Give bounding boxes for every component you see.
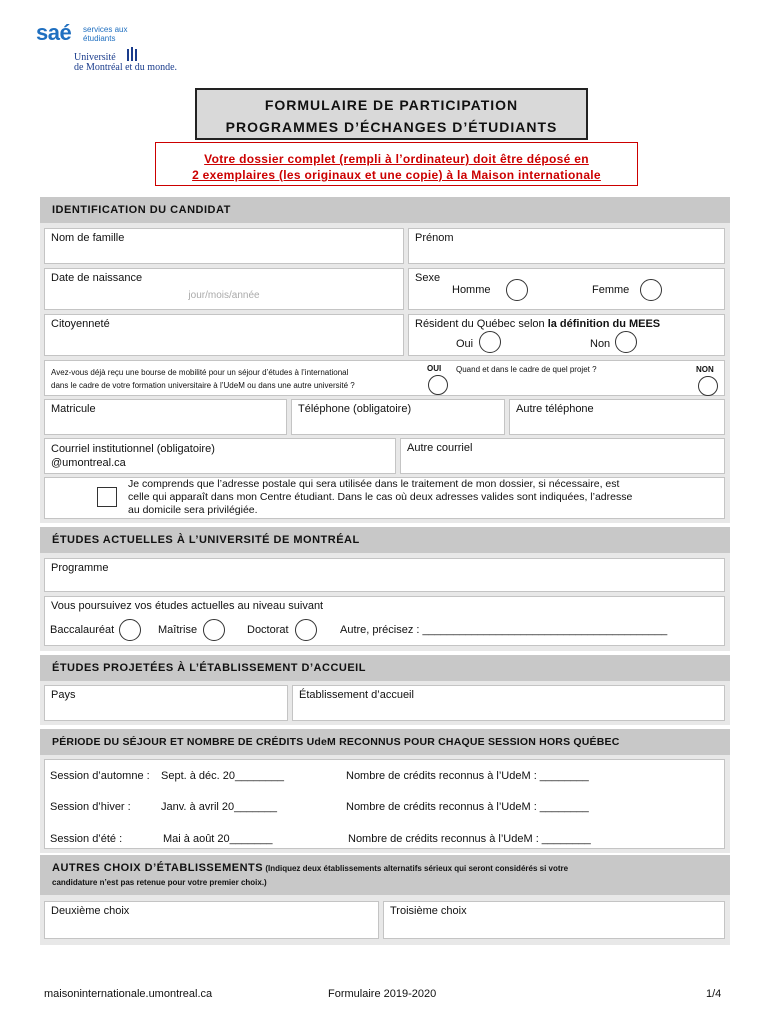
section-period-header: PÉRIODE DU SÉJOUR ET NOMBRE DE CRÉDITS UdeM RECONNUS POUR CHAQUE SESSION HORS QUÉBEC <box>40 729 730 755</box>
other-choices-note2: candidature n’est pas retenue pour votre premier choix.) <box>52 878 267 887</box>
notice-line2: 2 exemplaires (les originaux et une copie) à la Maison internationale <box>192 168 601 182</box>
address-checkbox[interactable] <box>97 487 117 507</box>
female-radio[interactable] <box>640 279 662 301</box>
address-line1: Je comprends que l’adresse postale qui sera utilisée dans le traitement de mon dossier, si nécessaire, est <box>128 478 620 490</box>
resident-no-label: Non <box>590 338 611 350</box>
footer-website: maisoninternationale.umontreal.ca <box>44 988 213 1000</box>
winter-dates-field[interactable]: Janv. à avril 20_______ <box>161 801 277 813</box>
grant-question-line2: dans le cadre de votre formation universitaire à l’UdeM ou dans une autre université ? <box>51 381 355 390</box>
address-line2: celle qui apparaît dans mon Centre étudiant. Dans le cas où deux adresses valides sont indiquées, l’adresse <box>128 491 633 503</box>
logo-university <box>74 53 177 73</box>
other-email-label: Autre courriel <box>407 442 473 454</box>
country-field[interactable] <box>44 685 288 721</box>
grant-when-label: Quand et dans le cadre de quel projet ? <box>456 365 597 374</box>
logo-sub-text: services aux étudiants <box>83 25 128 43</box>
program-field[interactable] <box>44 558 725 592</box>
other-choices-title: AUTRES CHOIX D’ÉTABLISSEMENTS <box>52 862 264 874</box>
winter-session-label: Session d’hiver : <box>50 801 131 813</box>
institutional-email-field[interactable] <box>44 438 396 474</box>
doctorate-label: Doctorat <box>247 624 289 636</box>
citizenship-field[interactable] <box>44 314 404 356</box>
last-name-field[interactable] <box>44 228 404 264</box>
study-level-label: Vous poursuivez vos études actuelles au niveau suivant <box>51 600 324 612</box>
resident-label: Résident du Québec selon <box>415 318 548 330</box>
institutional-email-label: Courriel institutionnel (obligatoire) <box>51 443 215 455</box>
female-label: Femme <box>592 284 630 296</box>
citizenship-label: Citoyenneté <box>51 318 110 330</box>
notice-line1: Votre dossier complet (rempli à l’ordinateur) doit être déposé en <box>204 152 589 166</box>
first-name-field[interactable] <box>408 228 725 264</box>
male-label: Homme <box>452 284 491 296</box>
study-level-field <box>44 596 725 646</box>
phone-field[interactable] <box>291 399 505 435</box>
birth-date-placeholder: jour/mois/année <box>188 290 260 301</box>
grant-yes-radio[interactable] <box>428 375 448 395</box>
second-choice-label: Deuxième choix <box>51 905 130 917</box>
section-host-studies-header: ÉTUDES PROJETÉES À L’ÉTABLISSEMENT D’ACCUEIL <box>40 655 730 681</box>
resident-definition: la définition du MEES <box>547 318 661 330</box>
section-current-studies-header: ÉTUDES ACTUELLES À L’UNIVERSITÉ DE MONTRÉAL <box>40 527 730 553</box>
summer-session-label: Session d’été : <box>50 833 123 845</box>
male-radio[interactable] <box>506 279 528 301</box>
program-label: Programme <box>51 562 109 574</box>
udem-sae-logo <box>36 20 216 76</box>
phone-label: Téléphone (obligatoire) <box>298 403 412 415</box>
birth-date-label: Date de naissance <box>51 272 143 284</box>
country-label: Pays <box>51 689 76 701</box>
submission-notice <box>155 142 638 186</box>
footer-form-year: Formulaire 2019-2020 <box>328 988 437 1000</box>
form-title <box>195 88 588 140</box>
birth-date-field[interactable] <box>44 268 404 310</box>
master-label: Maîtrise <box>158 624 198 636</box>
doctorate-radio[interactable] <box>295 619 317 641</box>
third-choice-field[interactable] <box>383 901 725 939</box>
winter-credits-field[interactable]: Nombre de crédits reconnus à l’UdeM : ________ <box>346 801 589 813</box>
footer-page-number: 1/4 <box>706 988 722 1000</box>
summer-credits-field[interactable]: Nombre de crédits reconnus à l’UdeM : ________ <box>348 833 591 845</box>
title-line2: PROGRAMMES D’ÉCHANGES D’ÉTUDIANTS <box>225 119 558 135</box>
section-identification-header: IDENTIFICATION DU CANDIDAT <box>40 197 730 223</box>
title-line1: FORMULAIRE DE PARTICIPATION <box>264 97 519 113</box>
host-institution-label: Établissement d’accueil <box>299 689 414 701</box>
fall-session-label: Session d’automne : <box>50 770 150 782</box>
first-name-label: Prénom <box>415 232 454 244</box>
logo-sae-text: saé <box>36 20 72 45</box>
mobility-grant-field <box>44 360 725 396</box>
other-email-field[interactable] <box>400 438 725 474</box>
student-id-label: Matricule <box>51 403 96 415</box>
other-choices-note: (Indiquez deux établissements alternatifs sérieux qui seront considérés si votre <box>263 864 569 873</box>
second-choice-field[interactable] <box>44 901 379 939</box>
fall-dates-field[interactable]: Sept. à déc. 20________ <box>161 770 284 782</box>
grant-no-radio[interactable] <box>698 376 718 396</box>
section-other-choices-header <box>40 855 730 895</box>
grant-yes-label: OUI <box>427 364 442 373</box>
sex-label: Sexe <box>415 272 441 284</box>
other-phone-label: Autre téléphone <box>516 403 594 415</box>
other-phone-field[interactable] <box>509 399 725 435</box>
third-choice-label: Troisième choix <box>390 905 467 917</box>
grant-question-line1: Avez-vous déjà reçu une bourse de mobilité pour un séjour d’études à l’international <box>51 368 349 377</box>
address-line3: au domicile sera privilégiée. <box>128 504 258 516</box>
logo-univ-line2: de Montréal et du monde. <box>74 62 178 73</box>
resident-no-radio[interactable] <box>615 331 637 353</box>
bachelor-label: Baccalauréat <box>50 624 115 636</box>
student-id-field[interactable] <box>44 399 287 435</box>
email-domain: @umontreal.ca <box>51 457 126 469</box>
grant-no-label: NON <box>696 365 714 374</box>
resident-yes-radio[interactable] <box>479 331 501 353</box>
address-text <box>128 478 724 517</box>
master-radio[interactable] <box>203 619 225 641</box>
host-institution-field[interactable] <box>292 685 725 721</box>
resident-yes-label: Oui <box>456 338 474 350</box>
fall-credits-field[interactable]: Nombre de crédits reconnus à l’UdeM : ________ <box>346 770 589 782</box>
logo-univ-line1: Université <box>74 52 116 63</box>
summer-dates-field[interactable]: Mai à août 20_______ <box>163 833 273 845</box>
last-name-label: Nom de famille <box>51 232 125 244</box>
bachelor-radio[interactable] <box>119 619 141 641</box>
other-level-field[interactable]: Autre, précisez : ________________________________________ <box>340 624 668 636</box>
